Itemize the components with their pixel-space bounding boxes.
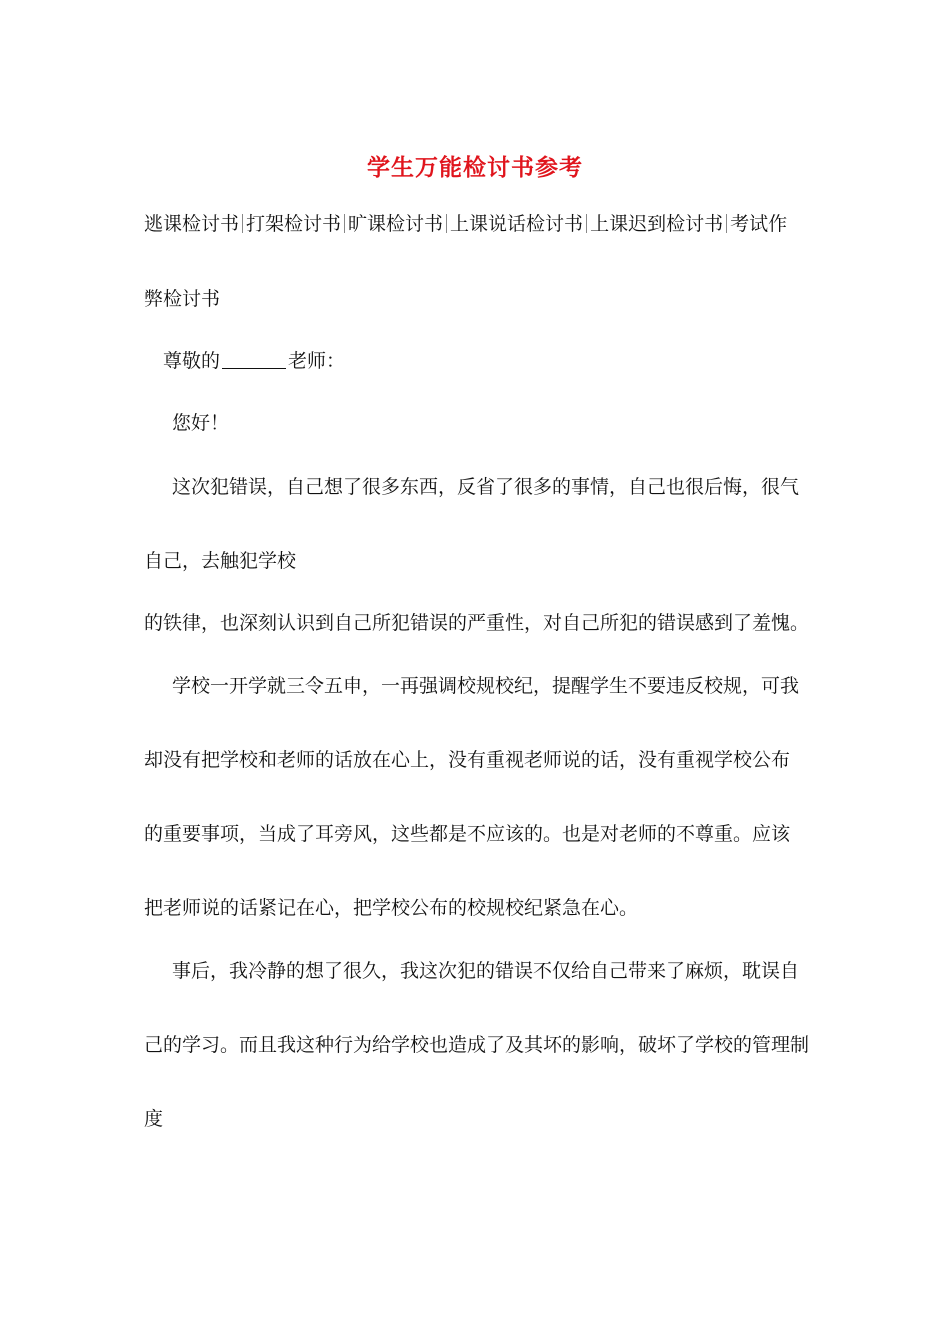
document-title: 学生万能检讨书参考 [367,155,583,181]
body-line: 度 [144,1108,164,1130]
greeting: 您好！ [172,412,230,434]
link-fighting[interactable]: 打架检讨书 [246,213,342,235]
link-separator [446,214,447,233]
body-line: 的重要事项，当成了耳旁风，这些都是不应该的。也是对老师的不尊重。应该 [144,823,791,845]
body-line: 自己，去触犯学校 [144,550,297,572]
link-truancy[interactable]: 旷课检讨书 [348,213,444,235]
body-line: 己的学习。而且我这种行为给学校也造成了及其坏的影响，破坏了学校的管理制 [144,1034,810,1056]
body-line: 事后，我冷静的想了很久，我这次犯的错误不仅给自己带来了麻烦，耽误自 [172,960,800,982]
salutation-suffix: 老师： [288,350,346,372]
link-separator [586,214,587,233]
link-exam-cheating[interactable]: 考试作 [730,213,788,235]
related-links-row [144,210,787,238]
body-line: 却没有把学校和老师的话放在心上，没有重视老师说的话，没有重视学校公布 [144,749,791,771]
link-late-for-class[interactable]: 上课迟到检讨书 [590,213,724,235]
body-line: 把老师说的话紧记在心，把学校公布的校规校纪紧急在心。 [144,897,639,919]
link-separator [344,214,345,233]
link-separator [726,214,727,233]
link-talking-in-class[interactable]: 上课说话检讨书 [450,213,584,235]
body-line: 这次犯错误，自己想了很多东西，反省了很多的事情，自己也很后悔，很气 [172,476,800,498]
salutation [163,347,345,375]
body-line: 学校一开学就三令五申，一再强调校规校纪，提醒学生不要违反校规，可我 [172,675,800,697]
link-separator [242,214,243,233]
body-line: 的铁律，也深刻认识到自己所犯错误的严重性，对自己所犯的错误感到了羞愧。 [144,612,810,634]
salutation-prefix: 尊敬的 [163,350,221,372]
link-skip-class[interactable]: 逃课检讨书 [144,213,240,235]
related-links-continuation[interactable]: 弊检讨书 [144,288,221,310]
teacher-name-blank [222,350,286,369]
